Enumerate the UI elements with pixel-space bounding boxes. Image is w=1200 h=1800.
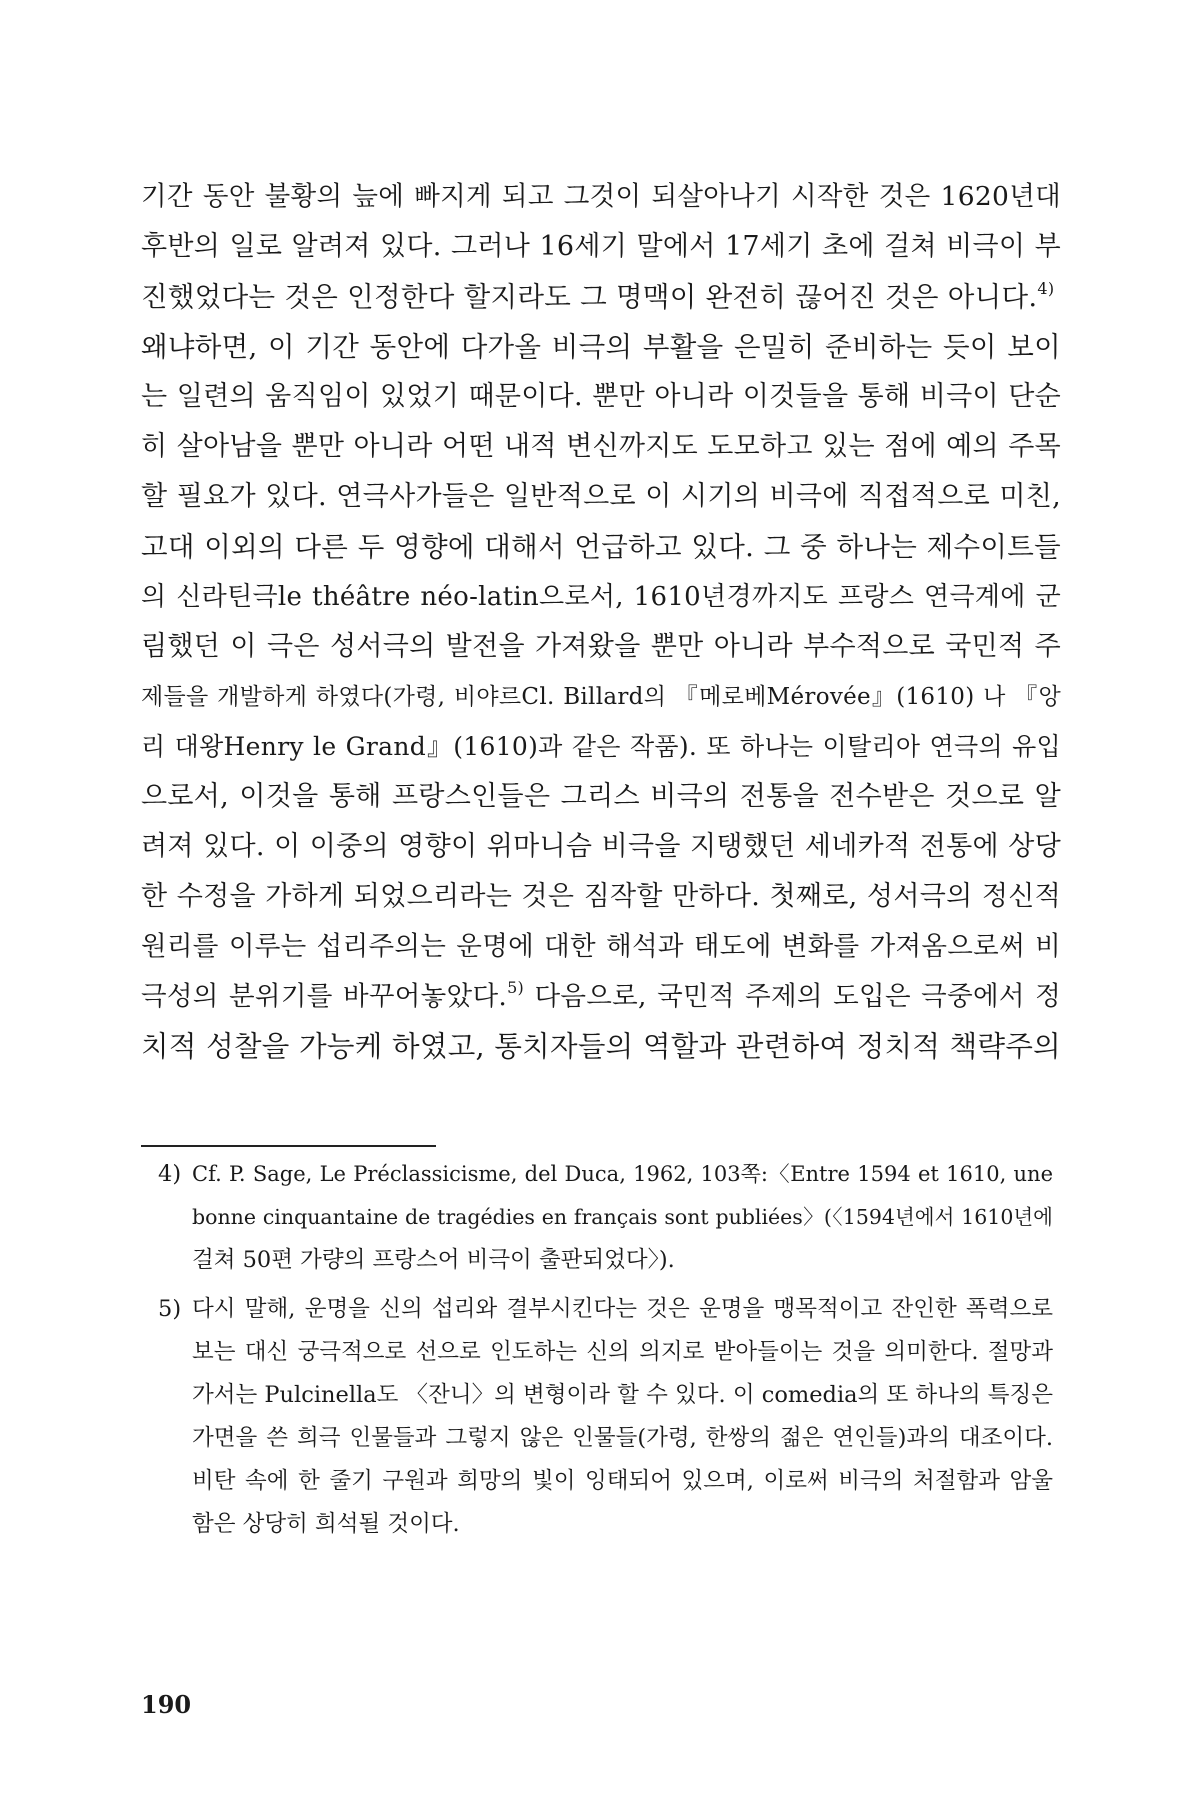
footnote-line: 가면을 쓴 희극 인물들과 그렇지 않은 인물들(가령, 한쌍의 젊은 연인들)과의 대조이다. (192, 1425, 1053, 1451)
footnote-line: 함은 상당히 희석될 것이다. (192, 1511, 460, 1537)
text-line: 고대 이외의 다른 두 영향에 대해서 언급하고 있다. 그 중 하나는 제수이트들 (141, 531, 1061, 563)
footnote-line: 다시 말해, 운명을 신의 섭리와 결부시킨다는 것은 운명을 맹목적이고 잔인한 폭력으로 (192, 1296, 1053, 1322)
footnote-number: 5) (158, 1296, 182, 1322)
page-number: 190 (141, 1690, 192, 1719)
text-line: 히 살아남을 뿐만 아니라 어떤 내적 변신까지도 도모하고 있는 점에 예의 주목 (141, 431, 1061, 462)
text-line: 극성의 분위기를 바꾸어놓았다.$^{5)}$ 다음으로, 국민적 주제의 도입은 극중에서 정 (141, 978, 1062, 1012)
footnote-ref-5: 5) (507, 978, 525, 997)
footnote-number: 4) (158, 1161, 182, 1187)
footnote-line: bonne cinquantaine de tragédies en français sont publiées〉(〈1594년에서 1610년에 (192, 1205, 1053, 1229)
text-line: 할 필요가 있다. 연극사가들은 일반적으로 이 시기의 비극에 직접적으로 미친, (141, 481, 1061, 512)
footnote-4 (158, 1153, 1053, 1282)
footnote-5 (158, 1288, 1053, 1546)
text-line: 으로서, 이것을 통해 프랑스인들은 그리스 비극의 전통을 전수받은 것으로 알 (141, 781, 1061, 812)
footnote-line: 보는 대신 궁극적으로 선으로 인도하는 신의 의지로 받아들이는 것을 의미한다. 절망과 (192, 1339, 1053, 1365)
text-line: 치적 성찰을 가능케 하였고, 통치자들의 역할과 관련하여 정치적 책략주의 (141, 1030, 1061, 1063)
footnote-line: 걸쳐 50편 가량의 프랑스어 비극이 출판되었다〉). (192, 1247, 675, 1273)
footnote-line: Cf. P. Sage, Le Préclassicisme, del Duca, 1962, 103쪽:〈Entre 1594 et 1610, une (192, 1162, 1053, 1186)
text-line: 원리를 이루는 섭리주의는 운명에 대한 해석과 태도에 변화를 가져옴으로써 비 (141, 931, 1061, 962)
text-line: 제들을 개발하게 하였다(가령, 비야르Cl. Billard의 『메로베Mérovée』(1610) 나 『앙 (141, 684, 1061, 710)
footnotes (158, 1153, 1053, 1546)
footnote-line: 가서는 Pulcinella도 〈잔니〉의 변형이라 할 수 있다. 이 comedia의 또 하나의 특징은 (192, 1382, 1053, 1408)
main-text (141, 172, 1061, 1072)
footnote-divider (141, 1145, 436, 1147)
text-line: 후반의 일로 알려져 있다. 그러나 16세기 말에서 17세기 초에 걸쳐 비극이 부 (141, 231, 1061, 262)
text-line: 기간 동안 불황의 늪에 빠지게 되고 그것이 되살아나기 시작한 것은 1620년대 (141, 181, 1061, 212)
footnote-ref-4: 4) (1037, 279, 1055, 298)
text-line: 진했었다는 것은 인정한다 할지라도 그 명맥이 완전히 끊어진 것은 아니다.$^{4)}$ (141, 279, 1055, 313)
text-line: 의 신라틴극le théâtre néo-latin으로서, 1610년경까지도 프랑스 연극계에 군 (141, 582, 1061, 612)
text-line: 는 일련의 움직임이 있었기 때문이다. 뿐만 아니라 이것들을 통해 비극이 단순 (141, 381, 1061, 412)
text-line: 림했던 이 극은 성서극의 발전을 가져왔을 뿐만 아니라 부수적으로 국민적 주 (141, 631, 1061, 662)
text-line: 려져 있다. 이 이중의 영향이 위마니슴 비극을 지탱했던 세네카적 전통에 상당 (141, 831, 1061, 862)
footnote-line: 비탄 속에 한 줄기 구원과 희망의 빛이 잉태되어 있으며, 이로써 비극의 처절함과 암울 (192, 1468, 1053, 1494)
text-line: 왜냐하면, 이 기간 동안에 다가올 비극의 부활을 은밀히 준비하는 듯이 보이 (141, 331, 1061, 363)
text-line: 리 대왕Henry le Grand』(1610)과 같은 작품). 또 하나는 이탈리아 연극의 유입 (141, 732, 1061, 761)
text-line: 한 수정을 가하게 되었으리라는 것은 짐작할 만하다. 첫째로, 성서극의 정신적 (141, 881, 1061, 912)
